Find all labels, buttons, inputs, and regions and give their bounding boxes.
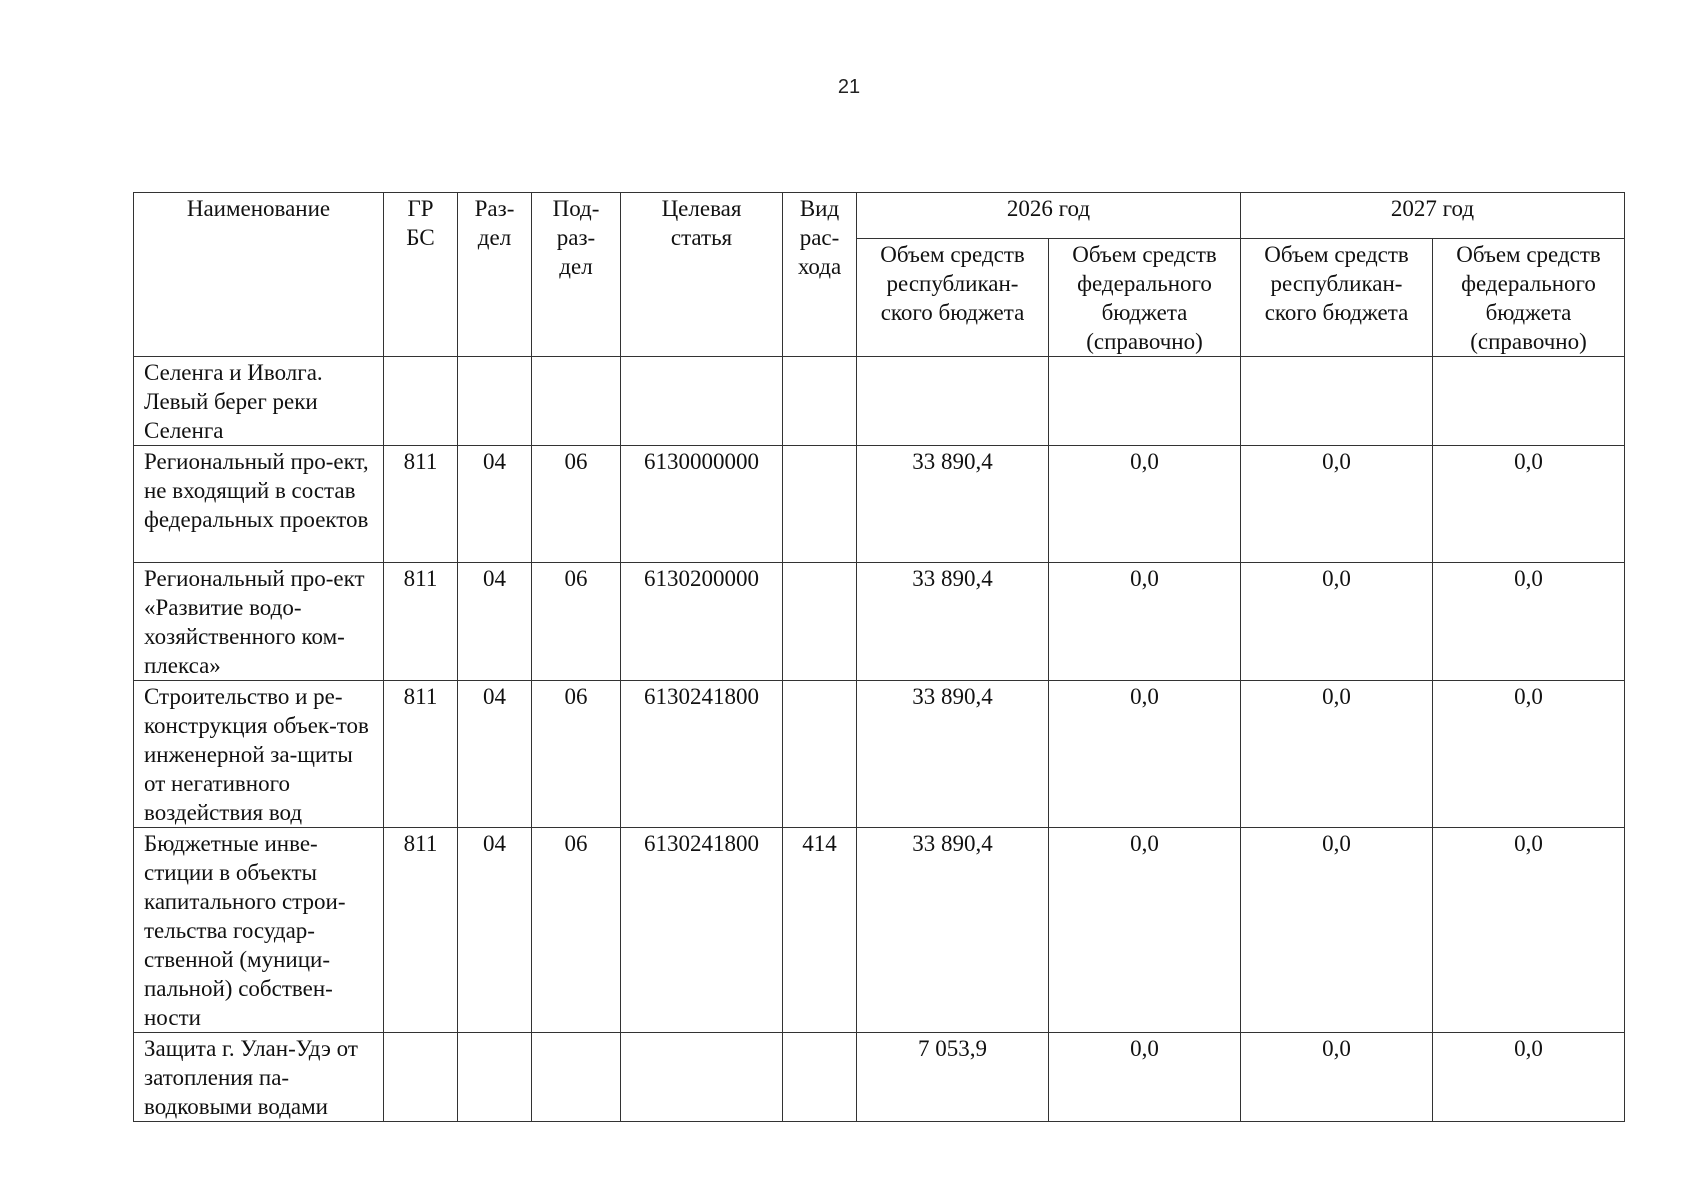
cell-vid <box>783 446 857 563</box>
cell-name: Строительство и ре-конструкция объек-тов инженерной за-щиты от негативного воздействия вод <box>134 681 384 828</box>
cell-name: Региональный про-ект, не входящий в состав федеральных проектов <box>134 446 384 563</box>
header-grbs: ГР БС <box>384 193 458 357</box>
header-year-2027: 2027 год <box>1241 193 1625 239</box>
table-row <box>134 1033 1625 1122</box>
cell-vid <box>783 563 857 681</box>
cell-vid: 414 <box>783 828 857 1033</box>
cell-fed-2027: 0,0 <box>1433 1033 1625 1122</box>
cell-podrazdel <box>532 1033 621 1122</box>
cell-rep-2027 <box>1241 357 1433 446</box>
cell-fed-2026: 0,0 <box>1049 828 1241 1033</box>
cell-grbs: 811 <box>384 828 458 1033</box>
page-number: 21 <box>837 76 861 98</box>
cell-rep-2026: 33 890,4 <box>857 446 1049 563</box>
cell-fed-2027 <box>1433 357 1625 446</box>
cell-vid <box>783 357 857 446</box>
cell-grbs <box>384 357 458 446</box>
header-fed-2027: Объем средств федерального бюджета (справочно) <box>1433 239 1625 357</box>
cell-name: Селенга и Иволга. Левый берег реки Селенга <box>134 357 384 446</box>
cell-rep-2026: 33 890,4 <box>857 681 1049 828</box>
header-name: Наименование <box>134 193 384 357</box>
header-row-top <box>134 193 1625 239</box>
cell-rep-2026 <box>857 357 1049 446</box>
cell-fed-2026: 0,0 <box>1049 681 1241 828</box>
header-podrazdel: Под-раз-дел <box>532 193 621 357</box>
table-row <box>134 563 1625 681</box>
header-vid: Вид рас-хода <box>783 193 857 357</box>
cell-razdel: 04 <box>458 446 532 563</box>
cell-fed-2027: 0,0 <box>1433 681 1625 828</box>
cell-razdel <box>458 1033 532 1122</box>
cell-rep-2027: 0,0 <box>1241 1033 1433 1122</box>
header-rep-2026: Объем средств республикан-ского бюджета <box>857 239 1049 357</box>
header-razdel: Раз-дел <box>458 193 532 357</box>
cell-fed-2027: 0,0 <box>1433 563 1625 681</box>
table-row <box>134 681 1625 828</box>
cell-podrazdel: 06 <box>532 681 621 828</box>
cell-fed-2026 <box>1049 357 1241 446</box>
cell-target <box>621 1033 783 1122</box>
cell-target: 6130200000 <box>621 563 783 681</box>
cell-rep-2027: 0,0 <box>1241 446 1433 563</box>
cell-podrazdel: 06 <box>532 446 621 563</box>
cell-rep-2026: 7 053,9 <box>857 1033 1049 1122</box>
cell-fed-2026: 0,0 <box>1049 1033 1241 1122</box>
cell-grbs: 811 <box>384 563 458 681</box>
cell-vid <box>783 681 857 828</box>
cell-rep-2027: 0,0 <box>1241 563 1433 681</box>
header-target: Целевая статья <box>621 193 783 357</box>
cell-rep-2026: 33 890,4 <box>857 563 1049 681</box>
cell-podrazdel <box>532 357 621 446</box>
table-row <box>134 446 1625 563</box>
cell-grbs: 811 <box>384 681 458 828</box>
table-row <box>134 357 1625 446</box>
cell-grbs <box>384 1033 458 1122</box>
cell-target: 6130241800 <box>621 828 783 1033</box>
cell-razdel: 04 <box>458 828 532 1033</box>
cell-name: Региональный про-ект «Развитие водо-хозяйственного ком-плекса» <box>134 563 384 681</box>
cell-razdel: 04 <box>458 563 532 681</box>
cell-rep-2027: 0,0 <box>1241 828 1433 1033</box>
cell-name: Защита г. Улан-Удэ от затопления па-водковыми водами <box>134 1033 384 1122</box>
cell-target: 6130000000 <box>621 446 783 563</box>
cell-grbs: 811 <box>384 446 458 563</box>
header-year-2026: 2026 год <box>857 193 1241 239</box>
cell-target <box>621 357 783 446</box>
cell-razdel: 04 <box>458 681 532 828</box>
cell-vid <box>783 1033 857 1122</box>
cell-target: 6130241800 <box>621 681 783 828</box>
cell-fed-2027: 0,0 <box>1433 828 1625 1033</box>
header-fed-2026: Объем средств федерального бюджета (справочно) <box>1049 239 1241 357</box>
cell-fed-2027: 0,0 <box>1433 446 1625 563</box>
cell-fed-2026: 0,0 <box>1049 446 1241 563</box>
header-rep-2027: Объем средств республикан-ского бюджета <box>1241 239 1433 357</box>
cell-rep-2026: 33 890,4 <box>857 828 1049 1033</box>
cell-rep-2027: 0,0 <box>1241 681 1433 828</box>
cell-podrazdel: 06 <box>532 563 621 681</box>
table-row <box>134 828 1625 1033</box>
cell-fed-2026: 0,0 <box>1049 563 1241 681</box>
cell-razdel <box>458 357 532 446</box>
cell-podrazdel: 06 <box>532 828 621 1033</box>
cell-name: Бюджетные инве-стиции в объекты капитального строи-тельства государ-ственной (муници-пальной) собствен-ности <box>134 828 384 1033</box>
budget-table <box>133 192 1625 1122</box>
